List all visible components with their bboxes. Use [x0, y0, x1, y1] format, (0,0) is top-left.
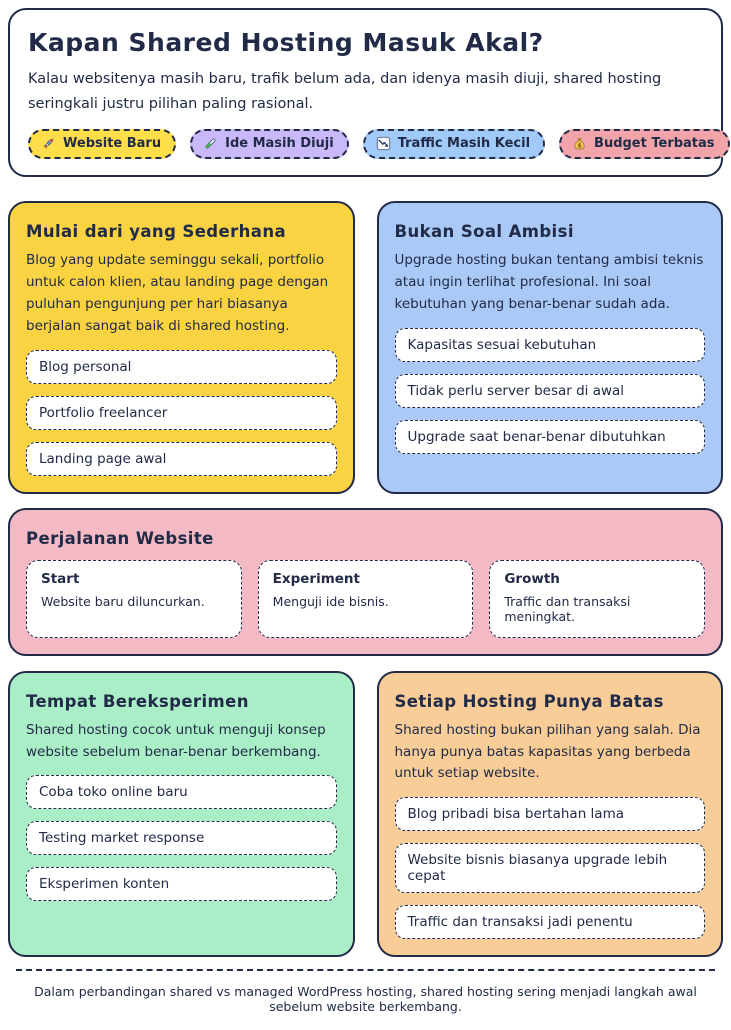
card-description: Shared hosting bukan pilihan yang salah. Dia hanya punya batas kapasitas yang berbeda untuk setiap website.	[394, 721, 701, 782]
card-description: Shared hosting cocok untuk menguji konsep website sebelum benar-benar berkembang.	[26, 721, 326, 760]
footer-note: Dalam perbandingan shared vs managed WordPress hosting, shared hosting sering menjadi langkah awal sebelum website berkembang.	[16, 969, 715, 1030]
list-item: Blog pribadi bisa bertahan lama	[395, 797, 706, 831]
list-item: Traffic dan transaksi jadi penentu	[395, 905, 706, 939]
money-bag-icon	[572, 136, 587, 151]
badge-label: Traffic Masih Kecil	[397, 136, 531, 152]
card-description: Upgrade hosting bukan tentang ambisi teknis atau ingin terlihat profesional. Ini soal kebutuhan yang benar-benar sudah ada.	[394, 252, 704, 312]
journey-stage-start	[26, 560, 242, 638]
badge-ide-masih-diuji[interactable]	[190, 129, 349, 159]
page-title: Kapan Shared Hosting Masuk Akal?	[28, 28, 544, 57]
list-item: Upgrade saat benar-benar dibutuhkan	[395, 420, 706, 454]
chart-decreasing-icon	[376, 136, 391, 151]
list-item: Kapasitas sesuai kebutuhan	[395, 328, 706, 362]
card-title: Tempat Bereksperimen	[26, 691, 249, 711]
list-item: Tidak perlu server besar di awal	[395, 374, 706, 408]
list-item: Portfolio freelancer	[26, 396, 337, 430]
card-title: Mulai dari yang Sederhana	[26, 222, 287, 242]
list-item: Website bisnis biasanya upgrade lebih cepat	[395, 843, 706, 893]
list-item: Eksperimen konten	[26, 867, 337, 901]
journey-stages	[26, 560, 705, 638]
stage-description: Traffic dan transaksi meningkat.	[504, 593, 631, 624]
list-item: Testing market response	[26, 821, 337, 855]
journey-title: Perjalanan Website	[26, 528, 214, 548]
card-tempat-bereksperimen	[8, 671, 355, 958]
stage-name: Growth	[504, 570, 560, 587]
cards-row-bottom	[8, 671, 723, 958]
badge-label: Ide Masih Diuji	[225, 136, 334, 152]
stage-name: Experiment	[272, 570, 360, 587]
badge-label: Budget Terbatas	[594, 136, 715, 152]
card-setiap-hosting-punya-batas	[377, 671, 724, 958]
card-title: Bukan Soal Ambisi	[394, 222, 574, 242]
stage-description: Menguji ide bisnis.	[272, 593, 389, 609]
badge-website-baru[interactable]	[28, 129, 176, 159]
badge-budget-terbatas[interactable]	[559, 129, 730, 159]
badge-label: Website Baru	[63, 136, 162, 152]
badge-row	[28, 129, 715, 159]
card-mulai-sederhana	[8, 201, 355, 493]
card-bukan-soal-ambisi	[377, 201, 724, 493]
hero-card	[8, 8, 723, 177]
stage-description: Website baru diluncurkan.	[41, 593, 205, 609]
list-item: Blog personal	[26, 350, 337, 384]
list-item: Landing page awal	[26, 442, 337, 476]
hero-description: Kalau websitenya masih baru, trafik belum ada, dan idenya masih diuji, shared hosting seringkali justru pilihan paling rasional.	[28, 71, 662, 112]
svg-text:$: $	[577, 142, 582, 150]
journey-stage-experiment	[258, 560, 474, 638]
test-tube-icon	[203, 136, 218, 151]
badge-traffic-masih-kecil[interactable]	[363, 129, 545, 159]
stage-name: Start	[41, 570, 80, 587]
card-description: Blog yang update seminggu sekali, portfolio untuk calon klien, atau landing page dengan puluhan pengunjung per hari biasanya berjalan sangat baik di shared hosting.	[26, 252, 329, 334]
cards-row-top	[8, 201, 723, 493]
journey-stage-growth	[489, 560, 705, 638]
list-item: Coba toko online baru	[26, 775, 337, 809]
card-title: Setiap Hosting Punya Batas	[394, 691, 664, 711]
rocket-icon	[41, 136, 56, 151]
journey-card	[8, 508, 723, 656]
